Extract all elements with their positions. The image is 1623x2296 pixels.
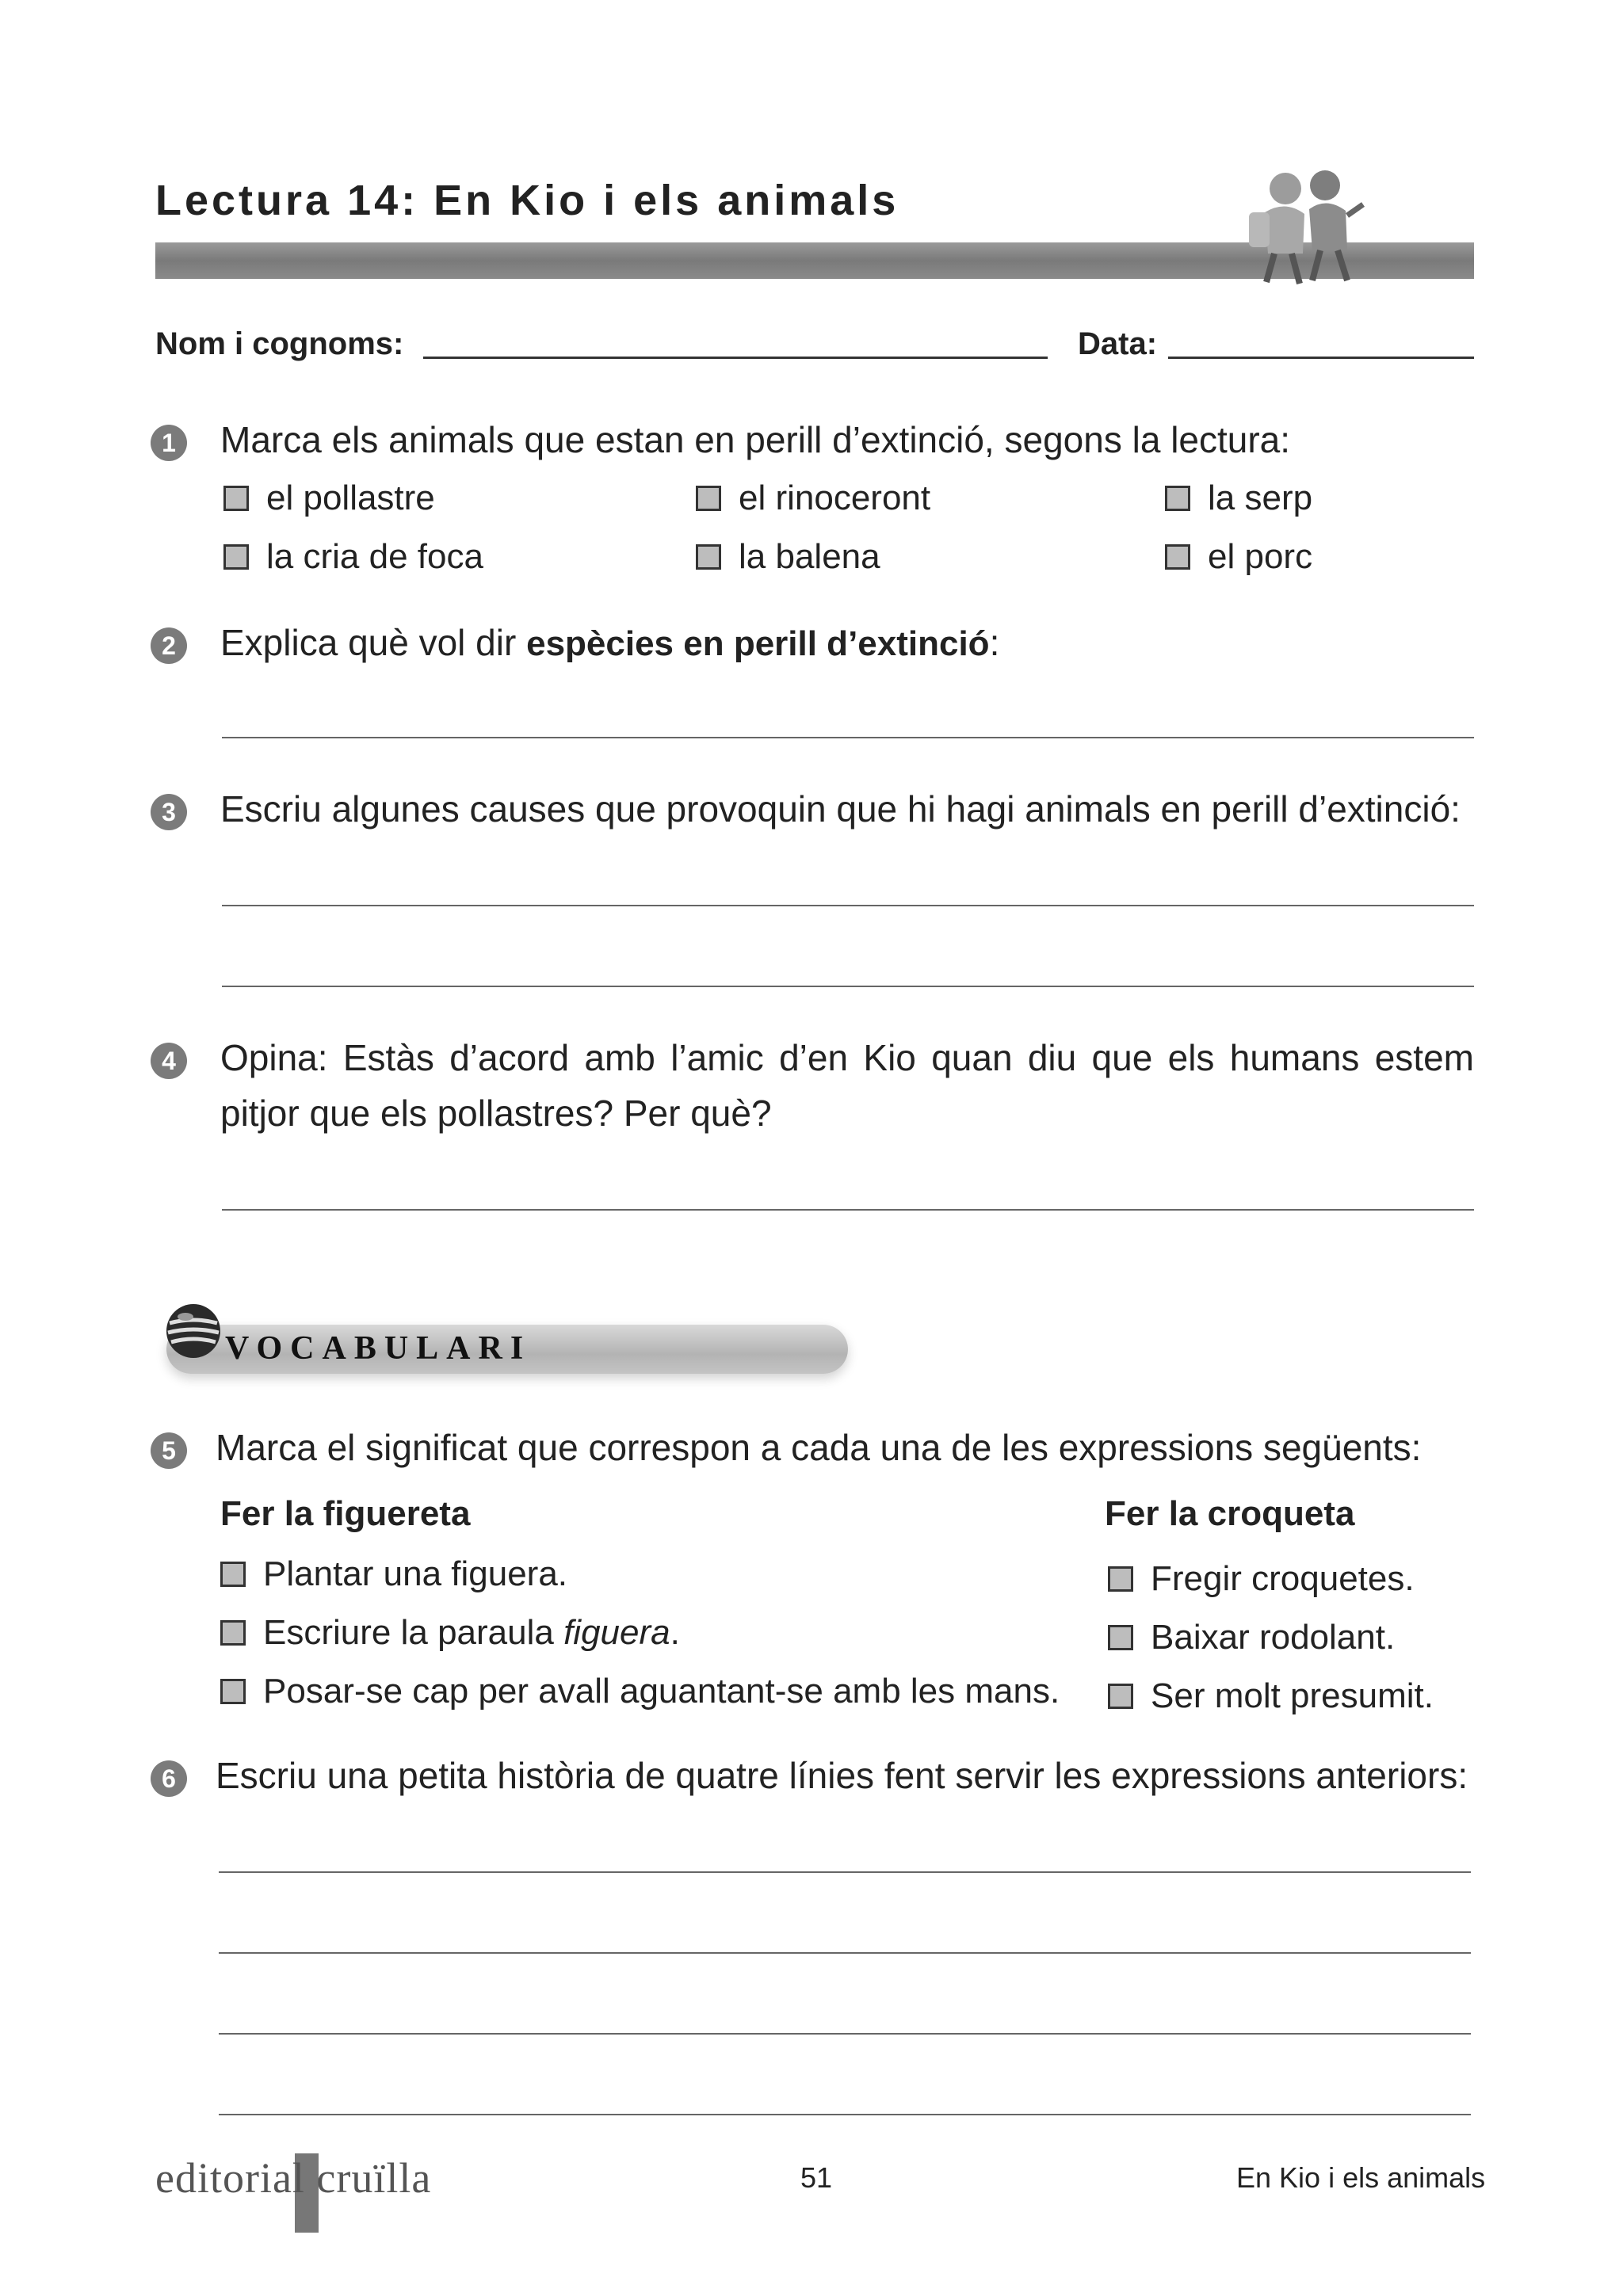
checkbox-icon[interactable] bbox=[220, 1562, 246, 1587]
checkbox-icon[interactable] bbox=[220, 1679, 246, 1704]
footer-title: En Kio i els animals bbox=[1236, 2161, 1486, 2194]
expression-heading-croqueta: Fer la croqueta bbox=[1105, 1494, 1355, 1533]
answer-line[interactable] bbox=[222, 1209, 1474, 1211]
page-title: Lectura 14: En Kio i els animals bbox=[155, 177, 899, 224]
option-baixar-rodolant[interactable]: Baixar rodolant. bbox=[1108, 1618, 1395, 1657]
option-balena[interactable]: la balena bbox=[696, 537, 880, 577]
answer-line[interactable] bbox=[222, 905, 1474, 906]
checkbox-icon[interactable] bbox=[1108, 1625, 1133, 1650]
checkbox-icon[interactable] bbox=[696, 544, 721, 570]
question-5-text: Marca el significat que correspon a cada una de les expressions següents: bbox=[216, 1427, 1422, 1468]
question-number-4: 4 bbox=[151, 1043, 187, 1079]
answer-line[interactable] bbox=[219, 2033, 1471, 2035]
date-field[interactable] bbox=[1168, 357, 1474, 359]
question-number-5: 5 bbox=[151, 1432, 187, 1469]
option-porc[interactable]: el porc bbox=[1165, 537, 1312, 577]
answer-line[interactable] bbox=[219, 2114, 1471, 2115]
option-rinoceront[interactable]: el rinoceront bbox=[696, 479, 930, 518]
question-number-2: 2 bbox=[151, 627, 187, 664]
checkbox-icon[interactable] bbox=[223, 544, 249, 570]
date-label: Data: bbox=[1078, 326, 1158, 361]
kids-mascot-icon bbox=[1236, 165, 1371, 288]
question-number-1: 1 bbox=[151, 425, 187, 461]
checkbox-icon[interactable] bbox=[1165, 544, 1190, 570]
answer-line[interactable] bbox=[219, 1952, 1471, 1954]
expression-heading-figuereta: Fer la figuereta bbox=[220, 1494, 471, 1533]
question-4-text-line1: Opina: Estàs d’acord amb l’amic d’en Kio quan diu que els humans estem bbox=[220, 1037, 1474, 1078]
option-cria-de-foca[interactable]: la cria de foca bbox=[223, 537, 483, 577]
name-label: Nom i cognoms: bbox=[155, 326, 404, 361]
question-number-3: 3 bbox=[151, 794, 187, 830]
globe-icon bbox=[162, 1299, 225, 1363]
checkbox-icon[interactable] bbox=[223, 486, 249, 511]
publisher-logo: editorial cruïlla bbox=[155, 2154, 432, 2202]
vocab-title: VOCABULARI bbox=[225, 1330, 532, 1367]
page-number: 51 bbox=[800, 2161, 833, 2194]
checkbox-icon[interactable] bbox=[1108, 1684, 1133, 1709]
question-1-text: Marca els animals que estan en perill d’extinció, segons la lectura: bbox=[220, 419, 1291, 460]
question-number-6: 6 bbox=[151, 1760, 187, 1797]
option-plantar-figuera[interactable]: Plantar una figuera. bbox=[220, 1554, 567, 1594]
question-4-text-line2: pitjor que els pollastres? Per què? bbox=[220, 1093, 772, 1134]
answer-line[interactable] bbox=[222, 737, 1474, 738]
option-serp[interactable]: la serp bbox=[1165, 479, 1312, 518]
option-fregir-croquetes[interactable]: Fregir croquetes. bbox=[1108, 1559, 1415, 1599]
answer-line[interactable] bbox=[219, 1871, 1471, 1873]
option-posar-se-cap-per-avall[interactable]: Posar-se cap per avall aguantant-se amb les mans. bbox=[220, 1672, 1060, 1711]
checkbox-icon[interactable] bbox=[1108, 1566, 1133, 1592]
question-2-text: Explica què vol dir espècies en perill d’extinció: bbox=[220, 622, 1000, 663]
checkbox-icon[interactable] bbox=[696, 486, 721, 511]
question-6-text: Escriu una petita història de quatre línies fent servir les expressions anteriors: bbox=[216, 1755, 1468, 1796]
checkbox-icon[interactable] bbox=[220, 1620, 246, 1646]
option-escriure-paraula[interactable]: Escriure la paraula figuera. bbox=[220, 1613, 680, 1653]
question-3-text: Escriu algunes causes que provoquin que hi hagi animals en perill d’extinció: bbox=[220, 788, 1461, 830]
option-pollastre[interactable]: el pollastre bbox=[223, 479, 435, 518]
option-ser-molt-presumit[interactable]: Ser molt presumit. bbox=[1108, 1676, 1434, 1716]
checkbox-icon[interactable] bbox=[1165, 486, 1190, 511]
answer-line[interactable] bbox=[222, 986, 1474, 987]
name-field[interactable] bbox=[423, 357, 1048, 359]
